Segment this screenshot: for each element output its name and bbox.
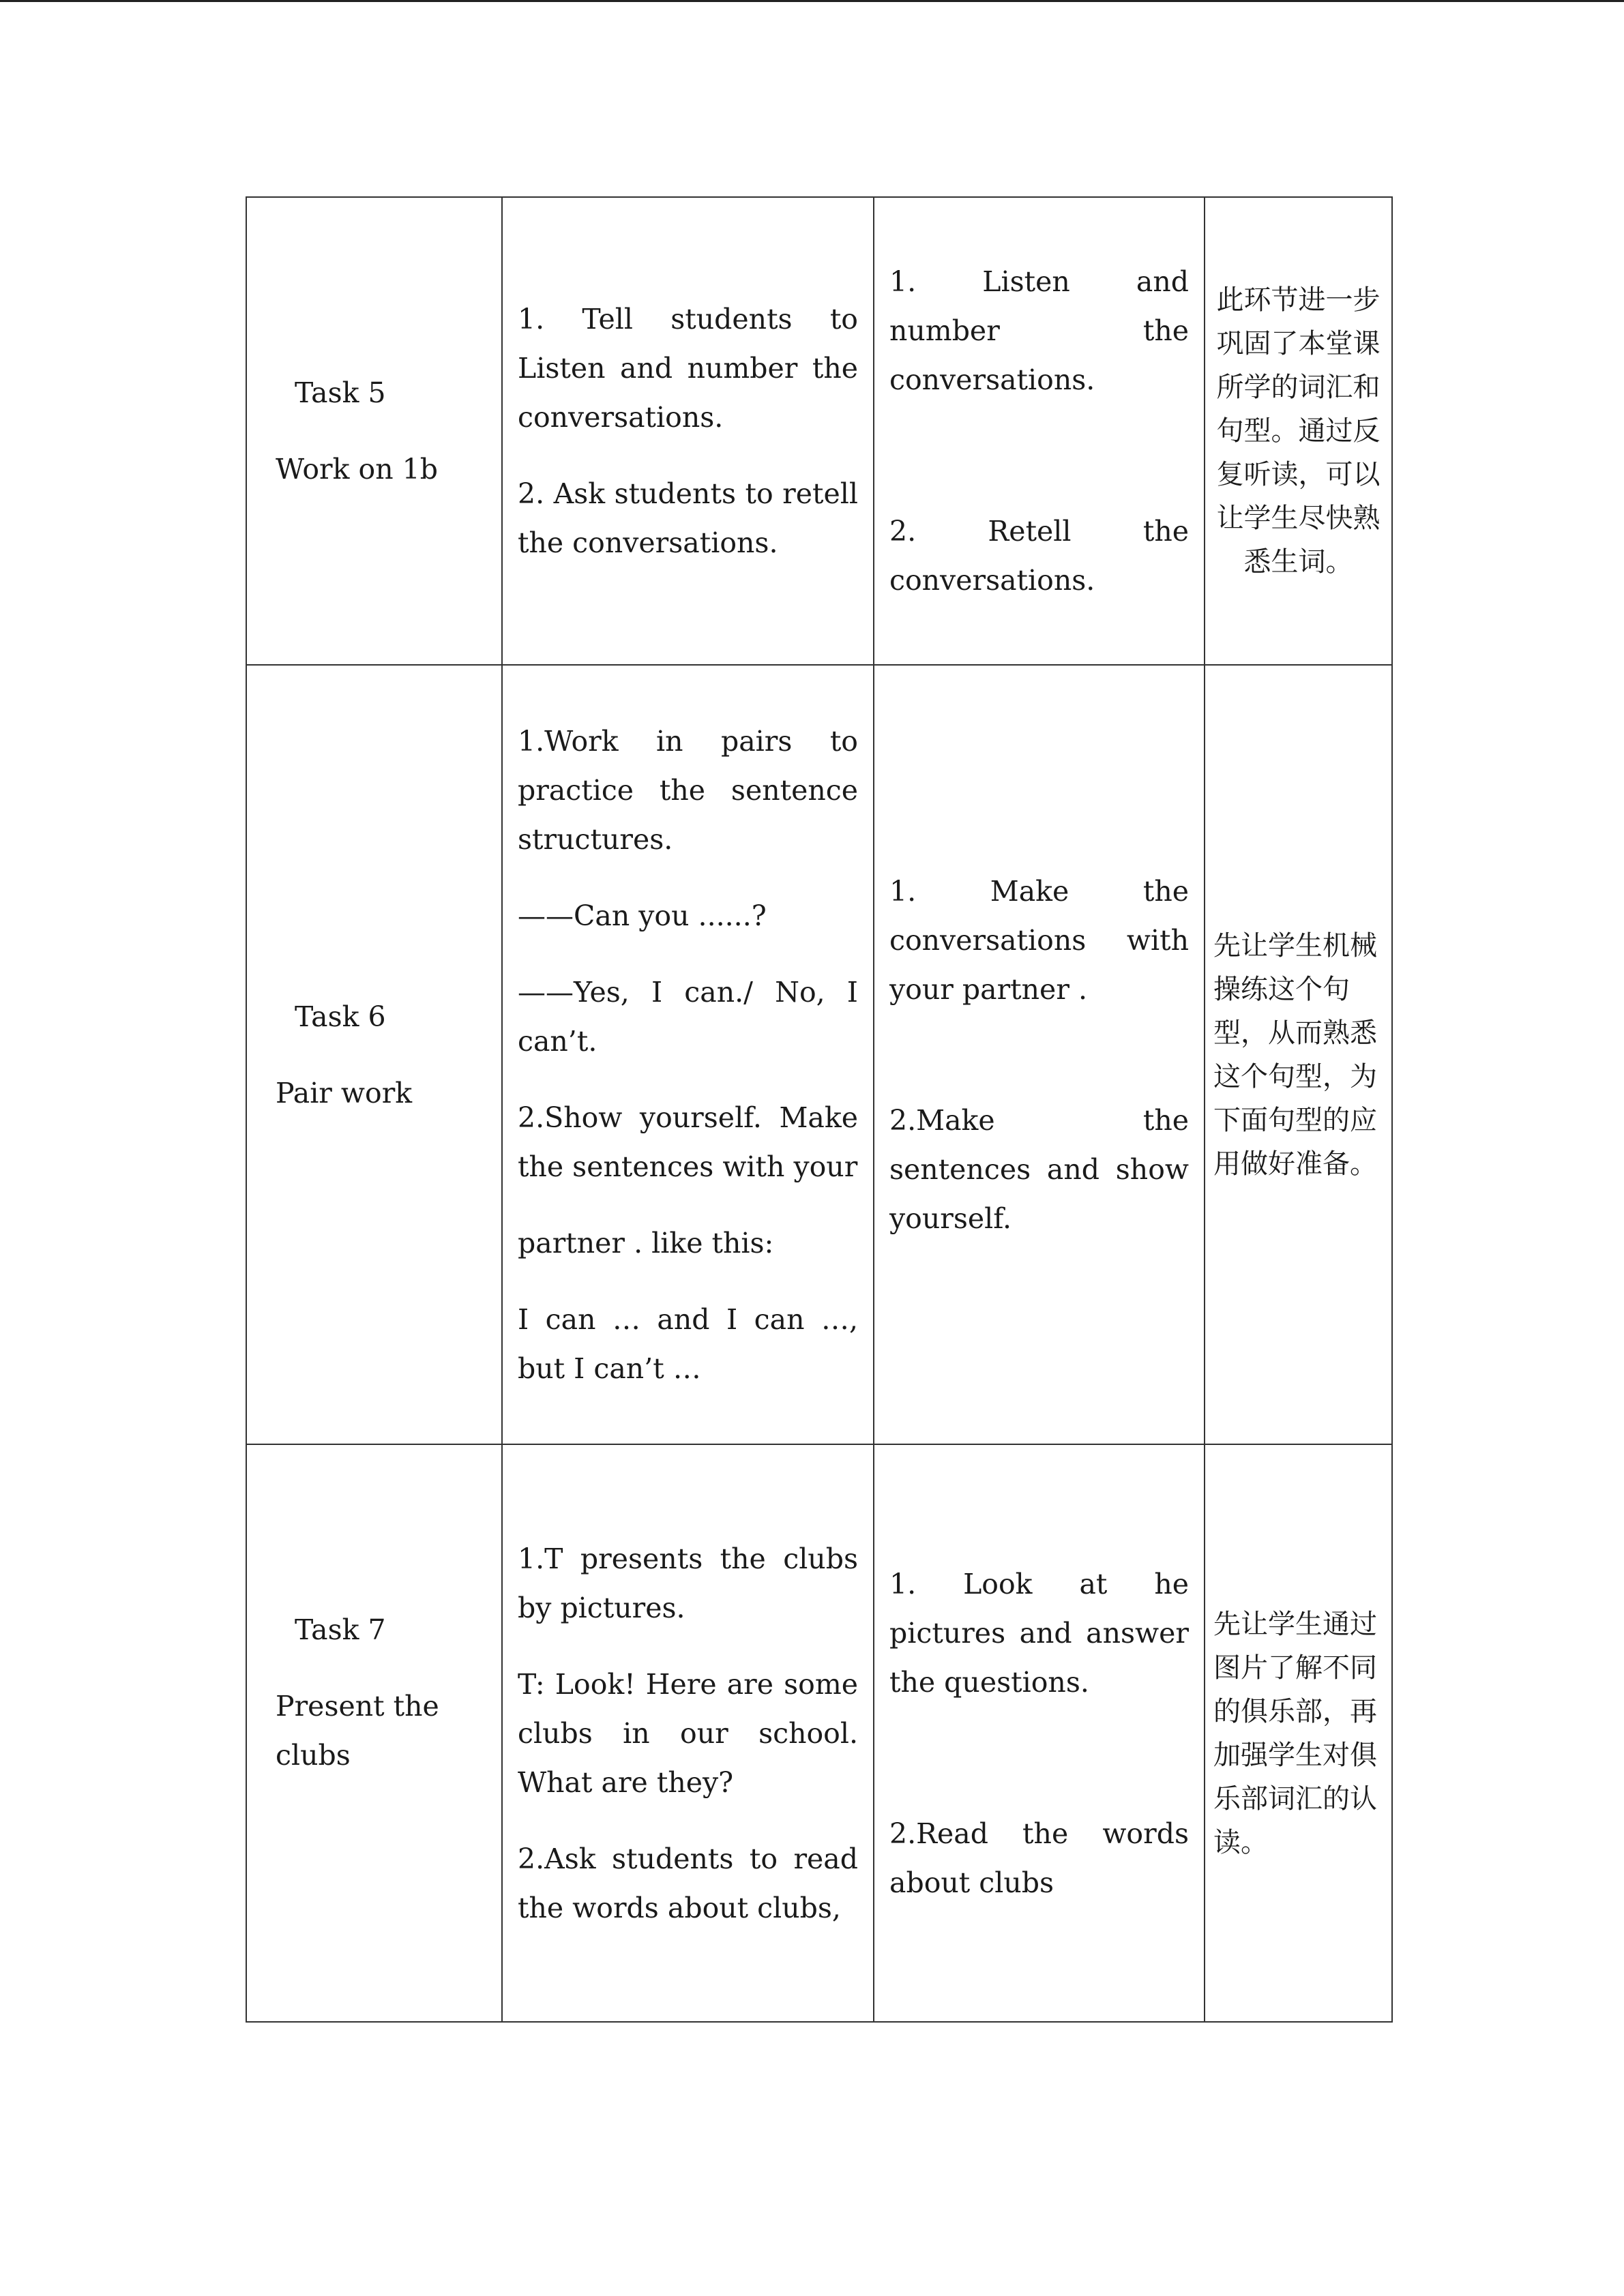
teacher-step: 2.Ask students to read the words about clubs, (518, 1842, 858, 1924)
task-activity: Work on 1b (276, 453, 438, 486)
lesson-plan-table (246, 196, 1393, 2023)
teacher-activity-cell (502, 1444, 874, 2022)
table-row-task-6 (246, 665, 1392, 1444)
teacher-activity-cell (502, 197, 874, 665)
teacher-step: T: Look! Here are some clubs in our school. What are they? (518, 1667, 858, 1799)
task-cell (246, 1444, 502, 2022)
purpose-text: 先让学生通过图片了解不同的俱乐部，再加强学生对俱乐部词汇的认读。 (1213, 1608, 1377, 1858)
student-step: 2.Read the words about clubs (889, 1817, 1189, 1899)
table-row-task-5 (246, 197, 1392, 665)
teacher-step: 1. Tell students to Listen and number the conversations. (518, 303, 858, 434)
student-step: 2. Retell the conversations. (889, 515, 1189, 597)
task-title: Task 5 (295, 376, 386, 409)
student-activity-cell (874, 197, 1205, 665)
task-cell (246, 197, 502, 665)
task-cell (246, 665, 502, 1444)
purpose-cell (1205, 197, 1392, 665)
task-title: Task 6 (295, 1000, 386, 1033)
teacher-step: 2. Ask students to retell the conversations. (518, 477, 858, 559)
task-activity: Pair work (276, 1076, 413, 1109)
purpose-text: 先让学生机械操练这个句型，从而熟悉这个句型，为下面句型的应用做好准备。 (1213, 929, 1377, 1180)
student-step: 1. Make the conversations with your partner . (889, 874, 1189, 1006)
page-top-border (0, 0, 1624, 2)
student-step: 1. Listen and number the conversations. (889, 265, 1189, 396)
student-step: 1. Look at he pictures and answer the questions. (889, 1567, 1189, 1699)
purpose-text: 此环节进一步巩固了本堂课所学的词汇和句型。通过反复听读，可以让学生尽快熟悉生词。 (1216, 284, 1381, 578)
student-activity-cell (874, 1444, 1205, 2022)
teacher-step: partner . like this: (518, 1226, 774, 1259)
teacher-activity-cell (502, 665, 874, 1444)
teacher-step: I can … and I can …, but I can’t … (518, 1302, 858, 1385)
task-title: Task 7 (295, 1613, 386, 1646)
teacher-step: 1.T presents the clubs by pictures. (518, 1542, 858, 1624)
student-step: 2.Make the sentences and show yourself. (889, 1103, 1189, 1235)
teacher-step: 2.Show yourself. Make the sentences with your (518, 1101, 858, 1183)
student-activity-cell (874, 665, 1205, 1444)
purpose-cell (1205, 1444, 1392, 2022)
table-row-task-7 (246, 1444, 1392, 2022)
purpose-cell (1205, 665, 1392, 1444)
teacher-step: ——Yes, I can./ No, I can’t. (518, 975, 858, 1058)
teacher-step: 1.Work in pairs to practice the sentence structures. (518, 724, 858, 856)
task-activity: Present the clubs (276, 1689, 439, 1772)
teacher-step: ——Can you ......? (518, 899, 767, 932)
